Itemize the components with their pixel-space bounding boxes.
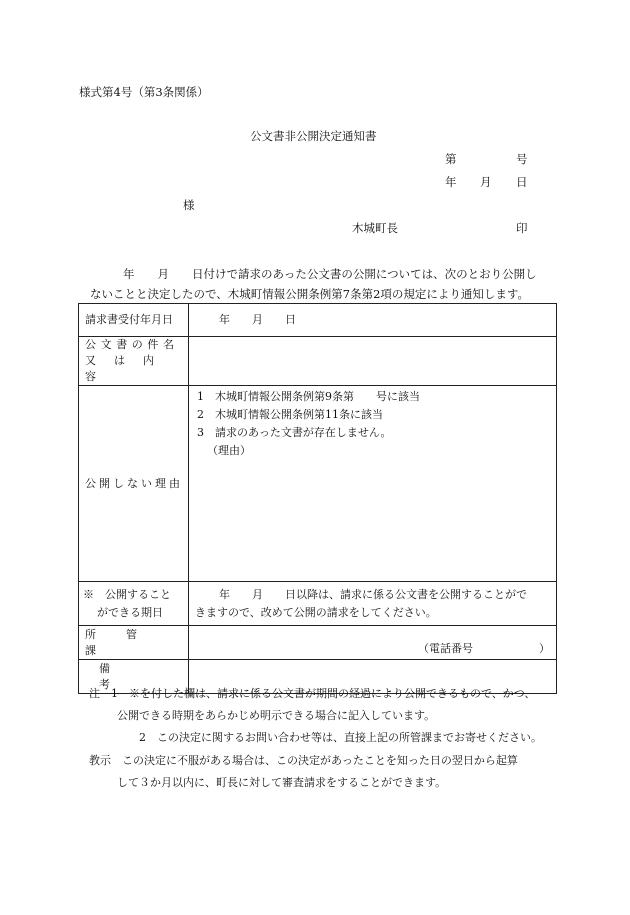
body-line-2: ないことと決定したので、木城町情報公開条例第7条第2項の規定により通知します。 <box>90 287 529 301</box>
label-disclosable-date <box>79 582 189 626</box>
issuer: 木城町長 <box>352 221 398 235</box>
label-document-subject-line2: 又は内容 <box>85 354 172 383</box>
label-nondisclosure-reason-text: 公開しない理由 <box>85 476 183 490</box>
phone-number-field: （電話番号 ） <box>418 642 550 655</box>
label-department-text: 所管課 <box>85 627 167 657</box>
seal-mark: 印 <box>516 221 528 235</box>
date-year: 年 <box>445 175 457 189</box>
value-disclosable-date-line2: きますので、改めて公開の請求をしてください。 <box>195 605 437 619</box>
reason-item-1: 1 木城町情報公開条例第9条第 号に該当 <box>197 390 420 403</box>
value-department <box>189 626 557 660</box>
label-remarks-text: 備考 <box>99 661 146 691</box>
reason-item-2: 2 木城町情報公開条例第11条に該当 <box>197 408 383 421</box>
value-request-date <box>189 304 557 337</box>
value-disclosable-date-line1: 年 月 日以降は、請求に係る公文書を公開することがで <box>219 587 527 601</box>
label-disclosable-date-line1: ※ 公開すること <box>83 587 171 601</box>
kyouji-line-1: 教示 この決定に不服がある場合は、この決定があったことを知った日の翌日から起算 <box>89 754 518 767</box>
document-title: 公文書非公開決定通知書 <box>250 129 377 143</box>
note-2: 2 この決定に関するお問い合わせ等は、直接上記の所管課までお寄せください。 <box>139 731 542 744</box>
reason-note: （理由） <box>207 444 251 457</box>
reason-item-3: 3 請求のあった文書が存在しません。 <box>197 426 392 439</box>
date-month: 月 <box>480 175 492 189</box>
recipient-sama: 様 <box>183 198 195 212</box>
value-disclosable-date <box>189 582 557 626</box>
value-document-subject <box>189 337 557 386</box>
value-request-date-text: 年 月 日 <box>219 313 296 326</box>
label-request-date-text: 請求書受付年月日 <box>85 313 173 326</box>
note-1-line-1: 注 1 ※を付した欄は、請求に係る公文書が期間の経過により公開できるもので、かつ、 <box>89 687 536 700</box>
body-line-1: 年 月 日付けで請求のあった公文書の公開については、次のとおり公開し <box>123 267 537 281</box>
kyouji-line-2: して３か月以内に、町長に対して審査請求をすることができます。 <box>117 776 447 789</box>
date-day: 日 <box>516 175 528 189</box>
doc-number-dai: 第 <box>445 152 457 166</box>
note-1-line-2: 公開できる時期をあらかじめ明示できる場合に記入しています。 <box>117 709 436 722</box>
label-department <box>79 626 189 660</box>
decision-table <box>78 303 557 694</box>
form-number: 様式第4号（第3条関係） <box>79 85 209 99</box>
label-nondisclosure-reason <box>79 386 189 582</box>
value-nondisclosure-reason <box>189 386 557 582</box>
doc-number-go: 号 <box>516 152 528 166</box>
label-disclosable-date-line2: ができる期日 <box>97 605 163 619</box>
label-request-date <box>79 304 189 337</box>
label-document-subject <box>79 337 189 386</box>
label-document-subject-line1: 公文書の件名 <box>85 338 179 351</box>
